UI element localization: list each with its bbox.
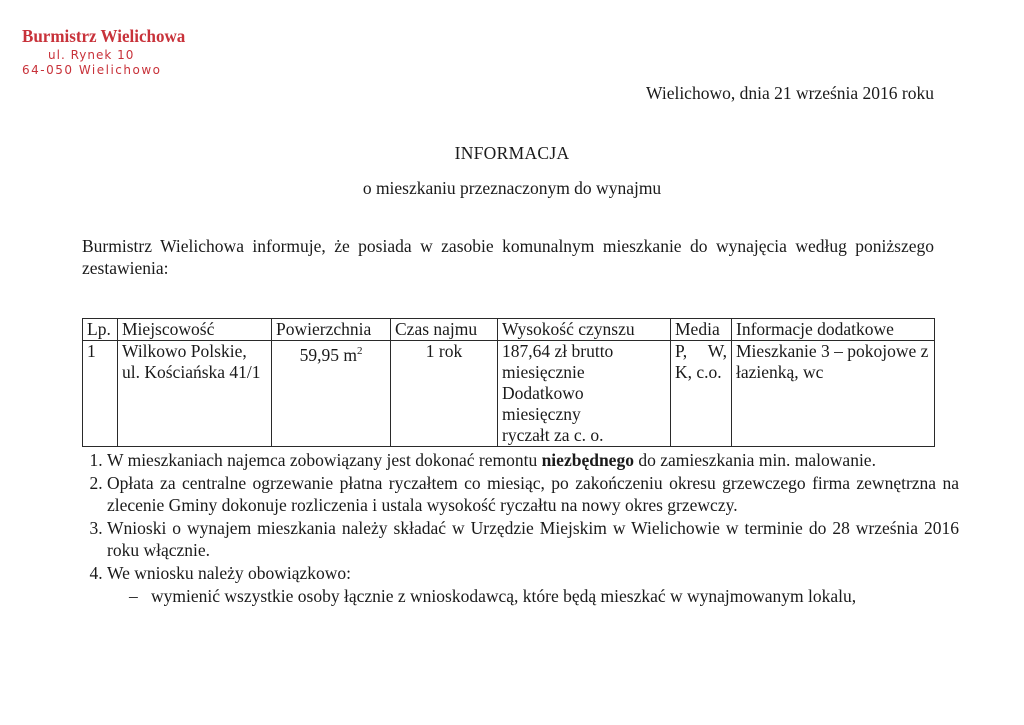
cell-powierzchnia-value: 59,95 m bbox=[299, 344, 357, 365]
list-item bbox=[107, 449, 959, 472]
condition-4-text: We wniosku należy obowiązkowo: bbox=[107, 562, 352, 583]
cell-wysokosc-czynszu bbox=[498, 341, 671, 447]
condition-1-text-a: W mieszkaniach najemca zobowiązany jest dokonać remontu bbox=[107, 450, 542, 470]
intro-paragraph: Burmistrz Wielichowa informuje, że posiada w zasobie komunalnym mieszkanie do wynajęcia według poniższego zestawienia: bbox=[82, 236, 934, 278]
header-media: Media bbox=[671, 319, 732, 341]
cell-media-line1: P, W, bbox=[675, 341, 727, 361]
header-powierzchnia: Powierzchnia bbox=[272, 319, 391, 341]
list-item: 2. Opłata za centralne ogrzewanie płatna ryczałtem co miesiąc, po zakończeniu okresu grzewczego firma zewnętrzna na zlecenie Gminy dokonuje rozliczenia i ustala wysokość ryczałtu na nowy okres grzewczy. bbox=[107, 472, 959, 517]
cell-miejscowosc-line1: Wilkowo Polskie, bbox=[122, 341, 247, 361]
cell-info-line2: łazienką, wc bbox=[736, 362, 824, 382]
condition-4-sub-1: wymienić wszystkie osoby łącznie z wnioskodawcą, które będą mieszkać w wynajmowanym lokalu, bbox=[151, 585, 857, 606]
cell-media bbox=[671, 341, 732, 447]
header-czas-najmu: Czas najmu bbox=[391, 319, 498, 341]
document-subtitle: o mieszkaniu przeznaczonym do wynajmu bbox=[362, 178, 662, 198]
condition-1-bold: niezbędnego bbox=[541, 450, 634, 470]
dash-bullet: – bbox=[129, 585, 138, 606]
header-informacje: Informacje dodatkowe bbox=[732, 319, 935, 341]
cell-media-line2: K, c.o. bbox=[675, 362, 722, 382]
cell-czynsz-line1: 187,64 zł brutto bbox=[502, 341, 614, 361]
header-wysokosc-czynszu: Wysokość czynszu bbox=[498, 319, 671, 341]
place-and-date: Wielichowo, dnia 21 września 2016 roku bbox=[646, 83, 934, 103]
apartment-table bbox=[82, 318, 935, 447]
cell-miejscowosc-line2: ul. Kościańska 41/1 bbox=[122, 362, 261, 382]
document-title: INFORMACJA bbox=[454, 143, 570, 163]
cell-informacje bbox=[732, 341, 935, 447]
header-lp: Lp. bbox=[83, 319, 118, 341]
list-item: 3. Wnioski o wynajem mieszkania należy składać w Urzędzie Miejskim w Wielichowie w terminie do 28 września 2016 roku włącznie. bbox=[107, 517, 959, 562]
header-miejscowosc: Miejscowość bbox=[118, 319, 272, 341]
table-header-row bbox=[83, 319, 935, 341]
cell-miejscowosc bbox=[118, 341, 272, 447]
condition-1-text-b: do zamieszkania min. malowanie. bbox=[633, 450, 876, 470]
cell-powierzchnia-unit-sup: 2 bbox=[356, 345, 363, 357]
table-row bbox=[83, 341, 935, 447]
stamp-street: ul. Rynek 10 bbox=[48, 48, 135, 62]
list-item bbox=[129, 585, 959, 608]
cell-czynsz-line2: miesięcznie bbox=[502, 362, 585, 382]
condition-4-sublist bbox=[107, 585, 959, 608]
cell-czynsz-line4: ryczałt za c. o. bbox=[502, 425, 604, 445]
cell-czas-najmu: 1 rok bbox=[391, 341, 498, 447]
stamp-postal-city: 64-050 Wielichowo bbox=[22, 63, 162, 77]
conditions-list bbox=[82, 449, 959, 607]
cell-info-line1: Mieszkanie 3 – pokojowe z bbox=[736, 341, 929, 361]
stamp-office-name: Burmistrz Wielichowa bbox=[22, 26, 186, 47]
office-stamp bbox=[22, 26, 185, 77]
cell-lp: 1 bbox=[83, 341, 118, 447]
list-item bbox=[107, 562, 959, 607]
cell-powierzchnia bbox=[272, 341, 391, 447]
cell-czynsz-line3: Dodatkowo miesięczny bbox=[502, 383, 584, 424]
